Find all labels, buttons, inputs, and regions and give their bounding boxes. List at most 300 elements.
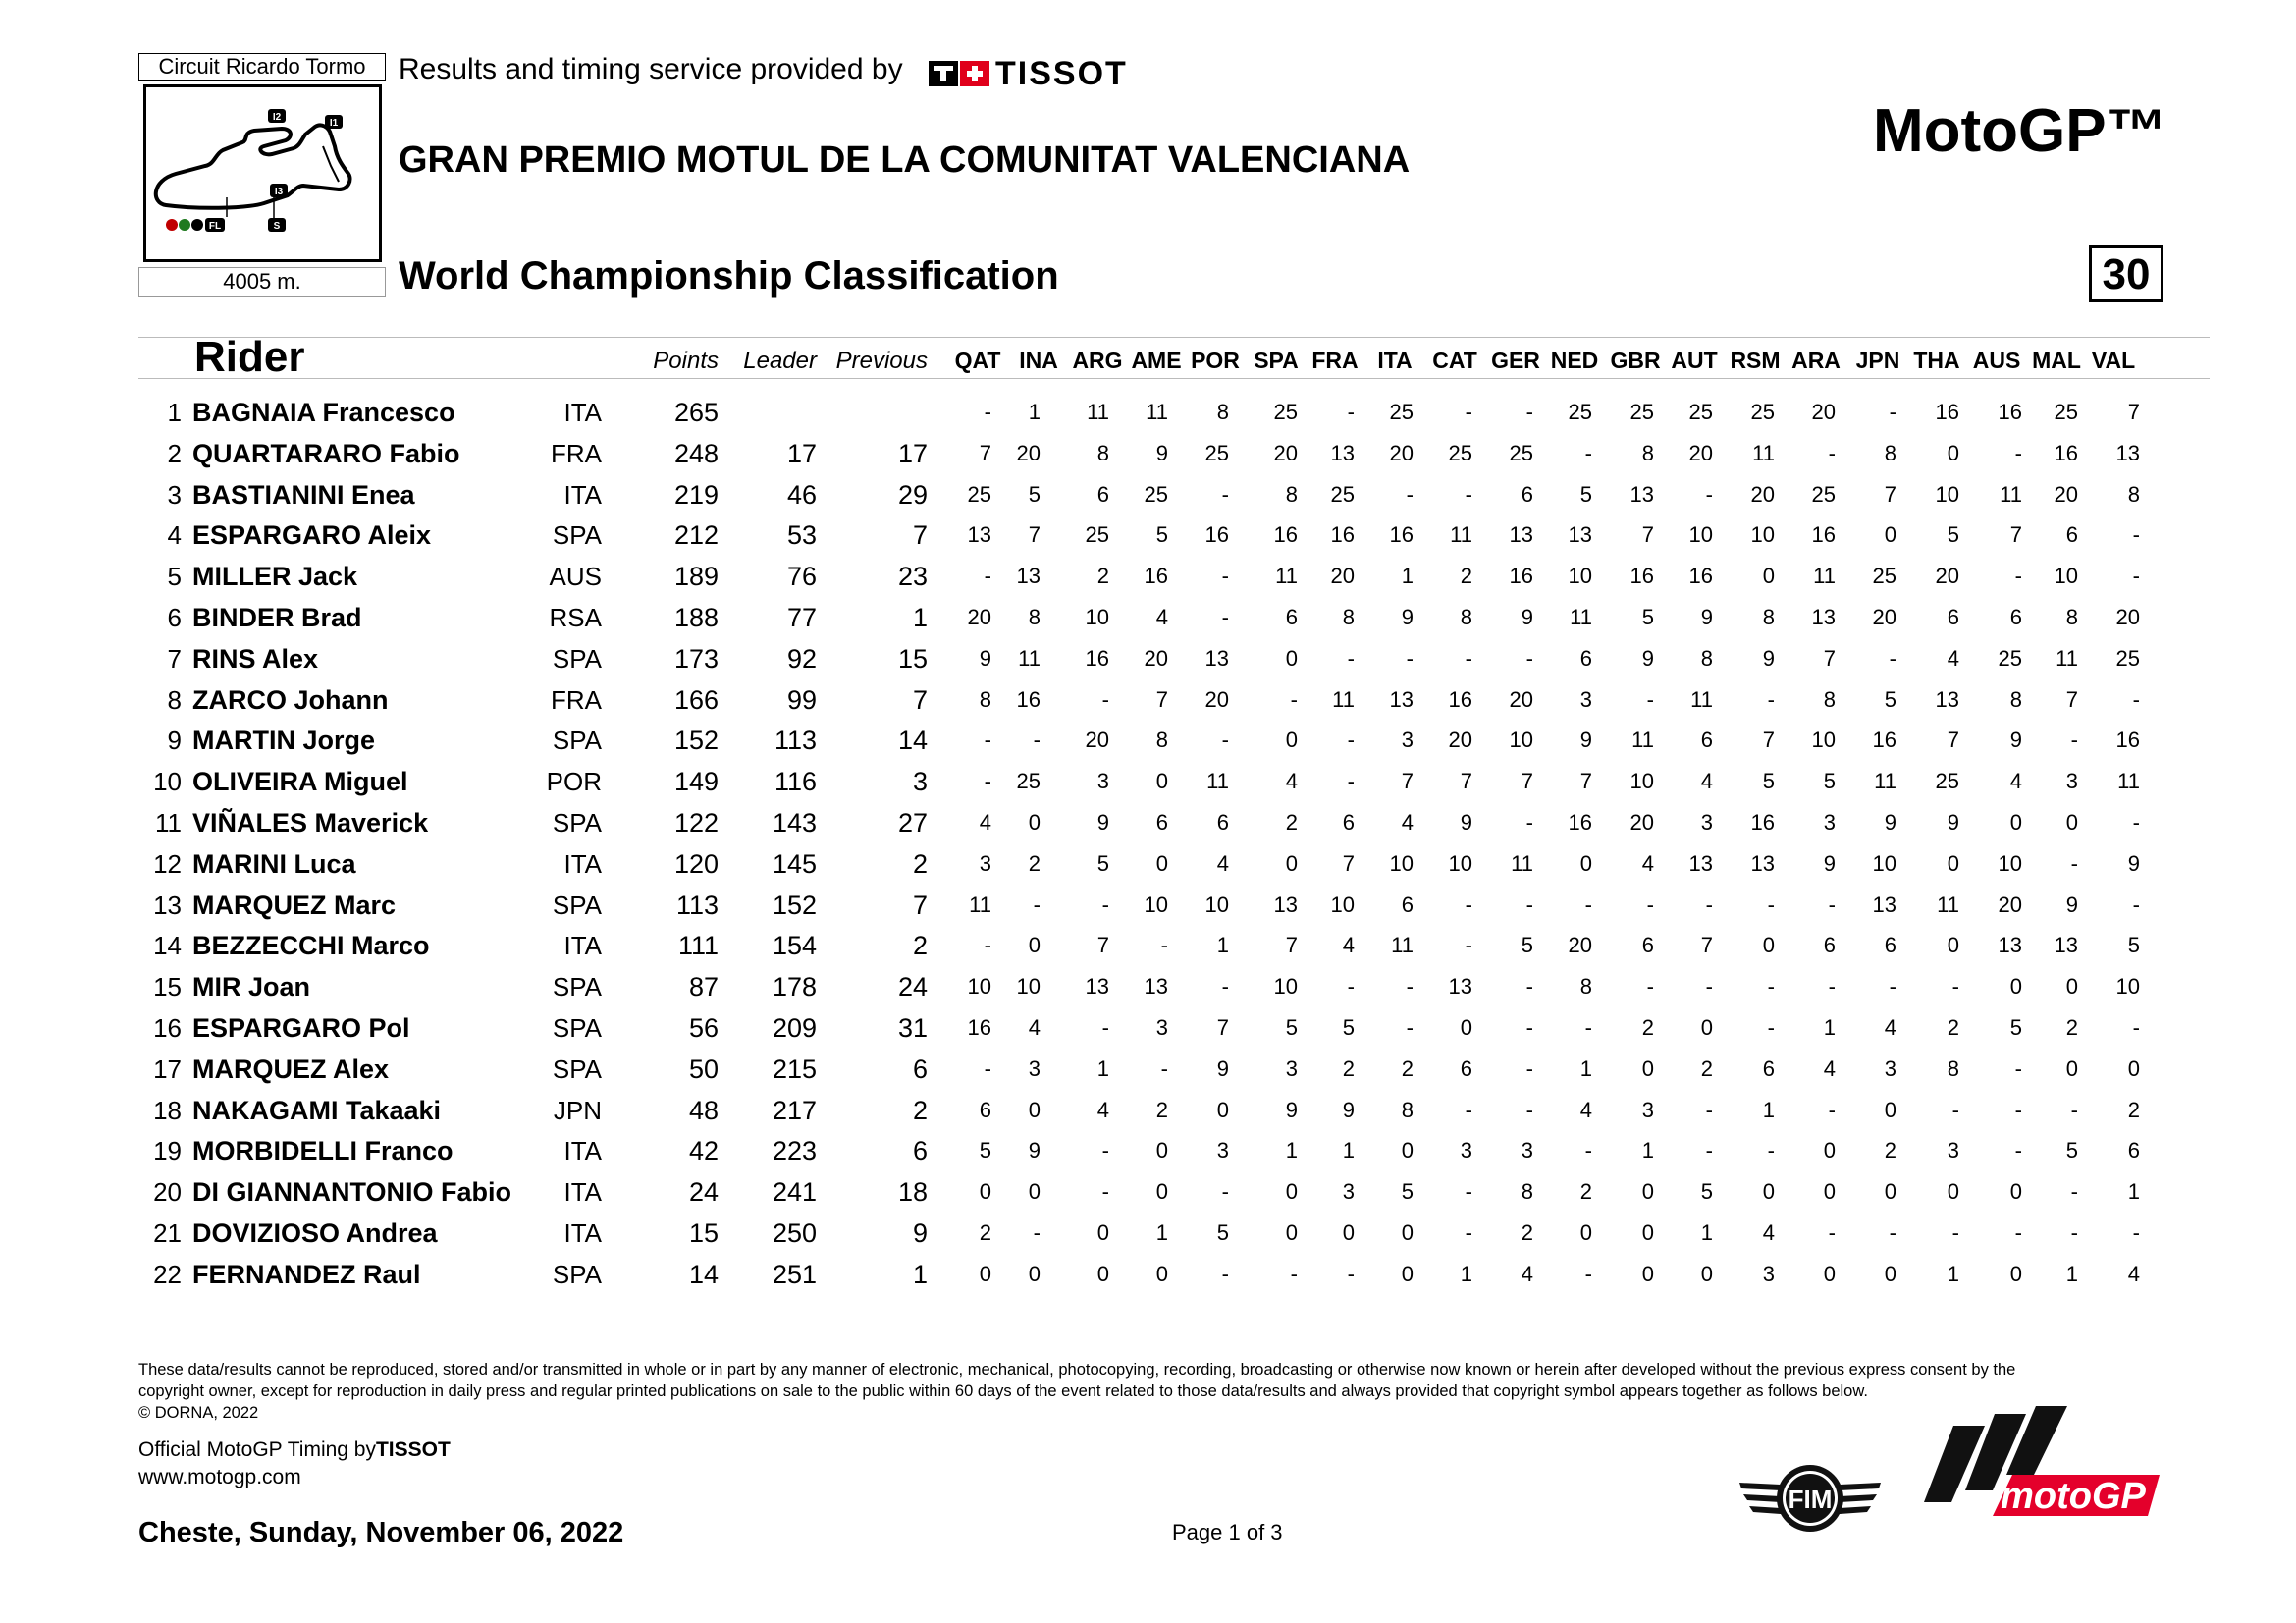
svg-text:FL: FL [208,221,222,232]
row-result-ina: 13 [1016,564,1041,589]
swiss-cross-icon [960,61,989,86]
row-rider-name: VIÑALES Maverick [192,808,429,838]
row-result-mal: 10 [2054,564,2078,589]
map-label-i1 [325,115,343,129]
row-result-qat: 10 [967,974,991,1000]
rider-column-header: Rider [194,333,305,381]
row-result-mal: 9 [2065,892,2078,917]
row-result-ina: 20 [1016,440,1041,465]
row-result-aus: 20 [1998,892,2022,917]
header-bottom-rule [138,378,2210,379]
row-result-tha: 7 [1947,728,1959,753]
row-result-ita: 4 [1401,810,1414,835]
row-position: 17 [153,1054,182,1084]
row-gap-to-previous: 23 [897,562,928,592]
row-result-fra: 0 [1342,1220,1355,1245]
row-result-por: 25 [1204,440,1229,465]
row-gap-to-leader: 251 [772,1259,817,1289]
row-result-mal: 7 [2065,686,2078,712]
race-header-gbr: GBR [1610,348,1661,373]
row-result-ger: - [1525,1055,1533,1081]
row-result-aus: 9 [2009,728,2022,753]
row-gap-to-leader: 113 [774,726,817,756]
row-result-rsm: 16 [1750,810,1775,835]
row-result-rsm: - [1767,1015,1775,1040]
row-result-rsm: - [1767,974,1775,1000]
row-result-cat: 13 [1448,974,1472,1000]
row-result-gbr: 0 [1641,1261,1654,1286]
row-result-ame: 1 [1155,1220,1168,1245]
row-position: 4 [167,520,182,551]
row-result-cat: 16 [1448,686,1472,712]
row-result-tha: - [1951,1097,1959,1122]
row-result-qat: - [984,564,991,589]
row-result-fra: 13 [1330,440,1355,465]
row-gap-to-leader: 143 [772,808,817,838]
row-gap-to-leader: 17 [786,438,817,468]
row-result-ger: - [1525,1097,1533,1122]
row-position: 20 [153,1177,182,1208]
row-result-aut: 16 [1688,564,1713,589]
row-result-gbr: 1 [1641,1138,1654,1163]
row-result-aus: 11 [2000,481,2022,507]
row-points: 149 [673,767,719,797]
row-result-por: - [1221,1261,1229,1286]
red-light-icon [166,219,178,231]
row-result-fra: 10 [1330,892,1355,917]
row-result-spa: - [1290,686,1298,712]
row-result-tha: 13 [1935,686,1959,712]
row-result-mal: 5 [2065,1138,2078,1163]
row-result-jpn: - [1889,645,1896,671]
row-result-gbr: 3 [1641,1097,1654,1122]
row-result-val: 16 [2115,728,2140,753]
row-result-arg: 9 [1096,810,1109,835]
row-result-rsm: 4 [1762,1220,1775,1245]
row-result-mal: 8 [2065,605,2078,629]
row-result-ita: - [1406,1015,1414,1040]
row-result-val: - [2132,564,2140,589]
row-result-jpn: 4 [1884,1015,1896,1040]
row-result-aus: 16 [1998,400,2022,424]
row-result-por: 16 [1204,522,1229,548]
row-result-fra: 2 [1342,1055,1355,1081]
row-nationality: ITA [563,848,602,879]
row-result-aus: 6 [2009,605,2022,629]
row-result-ger: 20 [1509,686,1533,712]
row-result-val: 2 [2127,1097,2140,1122]
circuit-name: Circuit Ricardo Tormo [138,53,386,81]
row-rider-name: MILLER Jack [192,562,358,592]
row-nationality: ITA [563,479,602,510]
row-result-spa: 16 [1273,522,1298,548]
row-nationality: ITA [563,931,602,961]
row-result-aut: - [1705,974,1713,1000]
row-result-por: 9 [1216,1055,1229,1081]
row-result-ina: - [1033,728,1041,753]
row-result-gbr: 0 [1641,1179,1654,1205]
official-timing [138,1436,451,1491]
row-result-arg: 3 [1096,769,1109,794]
row-gap-to-previous: 9 [912,1218,928,1248]
row-result-cat: - [1465,400,1472,424]
row-gap-to-leader: 250 [772,1218,817,1248]
map-label-fl [205,218,225,232]
row-result-gbr: 20 [1629,810,1654,835]
row-result-qat: 11 [969,892,991,917]
row-result-aut: - [1705,1097,1713,1122]
row-gap-to-previous: 6 [912,1136,928,1166]
row-result-spa: 10 [1273,974,1298,1000]
row-result-por: 20 [1204,686,1229,712]
row-result-gbr: - [1646,974,1654,1000]
row-result-ned: 7 [1579,769,1592,794]
row-points: 219 [673,479,719,510]
row-result-por: - [1221,605,1229,629]
row-result-ger: 5 [1521,933,1533,958]
row-result-jpn: 0 [1884,1261,1896,1286]
svg-text:FIM: FIM [1788,1485,1833,1514]
row-points: 87 [688,972,719,1002]
row-points: 265 [673,398,719,427]
row-result-mal: 0 [2065,810,2078,835]
row-result-fra: 11 [1332,686,1355,712]
row-result-jpn: 3 [1884,1055,1896,1081]
row-result-ita: 5 [1401,1179,1414,1205]
row-gap-to-leader: 53 [786,520,817,551]
row-result-arg: - [1101,686,1109,712]
row-nationality: POR [546,767,602,797]
race-header-ned: NED [1550,348,1599,373]
row-result-fra: 5 [1342,1015,1355,1040]
row-result-val: 7 [2127,400,2140,424]
row-result-arg: 0 [1096,1261,1109,1286]
row-result-spa: 25 [1273,400,1298,424]
row-result-gbr: 6 [1641,933,1654,958]
row-result-aut: 20 [1688,440,1713,465]
row-result-arg: - [1101,1015,1109,1040]
row-result-ned: - [1584,1138,1592,1163]
row-gap-to-leader: 152 [772,890,817,920]
row-result-aut: - [1705,892,1713,917]
row-result-jpn: 0 [1884,1179,1896,1205]
row-result-aut: 2 [1700,1055,1713,1081]
row-result-ame: 5 [1155,522,1168,548]
row-result-ara: 7 [1823,645,1836,671]
row-result-por: 13 [1204,645,1229,671]
row-result-tha: 20 [1935,564,1959,589]
row-result-tha: 1 [1947,1261,1959,1286]
row-result-gbr: 9 [1641,645,1654,671]
row-result-aus: 0 [2009,1179,2022,1205]
row-result-rsm: 9 [1762,645,1775,671]
row-result-spa: 8 [1285,481,1298,507]
row-result-mal: - [2070,1097,2078,1122]
footer-page-indicator: Page 1 of 3 [1172,1520,1283,1544]
row-result-gbr: 11 [1631,728,1654,753]
row-result-ger: - [1525,645,1533,671]
row-rider-name: DI GIANNANTONIO Fabio [192,1177,512,1208]
row-result-ara: 20 [1811,400,1836,424]
row-result-ame: 16 [1144,564,1168,589]
row-rider-name: MARQUEZ Marc [192,890,397,920]
row-result-qat: - [984,769,991,794]
row-gap-to-leader: 46 [786,479,817,510]
row-result-spa: 4 [1285,769,1298,794]
row-result-tha: 0 [1947,1179,1959,1205]
row-result-aus: 25 [1998,645,2022,671]
row-result-jpn: 0 [1884,1097,1896,1122]
row-result-ned: 0 [1579,1220,1592,1245]
row-position: 6 [167,603,182,632]
row-result-por: 6 [1216,810,1229,835]
row-result-ina: 25 [1016,769,1041,794]
timing-line [138,1436,451,1464]
row-result-qat: 4 [979,810,991,835]
row-result-ned: 9 [1579,728,1592,753]
row-result-ita: 0 [1401,1220,1414,1245]
row-result-gbr: 16 [1629,564,1654,589]
points-column-header: Points [653,348,719,374]
row-result-ina: 16 [1016,686,1041,712]
row-result-fra: 9 [1342,1097,1355,1122]
row-points: 42 [688,1136,719,1166]
row-result-qat: 8 [979,686,991,712]
row-result-arg: 7 [1096,933,1109,958]
row-result-rsm: 0 [1762,564,1775,589]
row-result-ame: 0 [1155,1261,1168,1286]
row-result-ina: 3 [1028,1055,1041,1081]
motogp-logo [1924,1406,2169,1534]
row-nationality: FRA [551,438,602,468]
row-result-aus: 4 [2009,769,2022,794]
row-result-val: - [2132,522,2140,548]
row-position: 2 [167,438,182,468]
row-result-ame: 9 [1155,440,1168,465]
row-position: 21 [153,1218,182,1248]
row-result-val: 5 [2127,933,2140,958]
row-result-aus: - [2014,1097,2022,1122]
row-result-qat: 0 [979,1261,991,1286]
row-result-ger: - [1525,810,1533,835]
row-position: 14 [153,931,182,961]
race-header-val: VAL [2091,348,2136,373]
row-result-fra: 4 [1342,933,1355,958]
row-result-ara: 0 [1823,1138,1836,1163]
row-result-por: - [1221,974,1229,1000]
row-result-gbr: 0 [1641,1220,1654,1245]
row-position: 19 [153,1136,182,1166]
svg-text:motoGP: motoGP [2001,1476,2146,1517]
row-result-ina: 9 [1028,1138,1041,1163]
row-result-qat: - [984,1055,991,1081]
row-result-aut: 7 [1700,933,1713,958]
race-header-cat: CAT [1432,348,1477,373]
row-result-aus: 10 [1998,850,2022,876]
row-result-cat: - [1465,481,1472,507]
row-result-val: - [2132,1015,2140,1040]
row-result-ara: 9 [1823,850,1836,876]
row-gap-to-leader: 178 [772,972,817,1002]
row-points: 120 [673,848,719,879]
row-result-arg: 13 [1085,974,1109,1000]
row-result-ita: 3 [1401,728,1414,753]
race-header-arg: ARG [1072,348,1123,373]
row-result-cat: - [1465,645,1472,671]
row-result-ned: - [1584,440,1592,465]
row-result-ara: 25 [1811,481,1836,507]
row-gap-to-previous: 7 [912,520,928,551]
row-result-ita: 1 [1401,564,1414,589]
row-result-aut: - [1705,481,1713,507]
row-result-jpn: 11 [1874,769,1896,794]
row-position: 7 [167,643,182,674]
row-result-cat: 6 [1460,1055,1472,1081]
row-result-ina: 2 [1028,850,1041,876]
row-result-fra: - [1347,1261,1355,1286]
row-result-fra: - [1347,769,1355,794]
row-result-aus: - [2014,1055,2022,1081]
row-rider-name: MARQUEZ Alex [192,1054,390,1084]
row-result-ara: 0 [1823,1179,1836,1205]
row-gap-to-leader: 145 [772,848,817,879]
row-result-val: 10 [2115,974,2140,1000]
row-result-aut: 4 [1700,769,1713,794]
row-result-ger: 16 [1509,564,1533,589]
row-nationality: SPA [552,1054,602,1084]
row-result-ned: 2 [1579,1179,1592,1205]
row-nationality: SPA [552,726,602,756]
row-result-fra: 1 [1342,1138,1355,1163]
row-result-aut: 3 [1700,810,1713,835]
row-result-ame: 0 [1155,1138,1168,1163]
row-result-fra: 16 [1330,522,1355,548]
race-header-jpn: JPN [1855,348,1900,373]
row-gap-to-previous: 2 [912,848,928,879]
row-result-ara: 8 [1823,686,1836,712]
row-result-ame: 7 [1155,686,1168,712]
row-gap-to-previous: 24 [897,972,928,1002]
row-result-aus: - [2014,564,2022,589]
row-gap-to-previous: 2 [912,1095,928,1125]
row-result-val: - [2132,1220,2140,1245]
row-result-ger: 8 [1521,1179,1533,1205]
circuit-map [143,84,382,262]
row-result-ame: 13 [1144,974,1168,1000]
previous-column-header: Previous [835,348,928,374]
row-points: 111 [677,931,719,961]
row-result-ame: 11 [1146,400,1168,424]
row-result-aus: 0 [2009,810,2022,835]
row-result-por: 1 [1216,933,1229,958]
svg-text:S: S [273,221,281,232]
row-result-tha: - [1951,1220,1959,1245]
row-result-arg: 0 [1096,1220,1109,1245]
row-result-spa: 0 [1285,728,1298,753]
row-result-cat: 9 [1460,810,1472,835]
row-result-ina: 10 [1016,974,1041,1000]
row-result-ita: 13 [1389,686,1414,712]
row-result-tha: 9 [1947,810,1959,835]
row-result-por: - [1221,564,1229,589]
row-result-ina: - [1033,1220,1041,1245]
row-result-aut: 8 [1700,645,1713,671]
map-label-s [268,218,286,232]
row-result-ina: 0 [1028,1261,1041,1286]
row-result-aus: 8 [2009,686,2022,712]
row-gap-to-leader: 99 [786,684,817,715]
row-result-qat: 6 [979,1097,991,1122]
row-result-qat: 5 [979,1138,991,1163]
row-result-fra: 8 [1342,605,1355,629]
row-result-cat: 2 [1460,564,1472,589]
row-result-aus: 7 [2009,522,2022,548]
race-header-aus: AUS [1972,348,2021,373]
row-result-mal: - [2070,1179,2078,1205]
row-result-ara: - [1828,892,1836,917]
row-result-arg: 1 [1096,1055,1109,1081]
row-rider-name: BASTIANINI Enea [192,479,415,510]
website-link[interactable]: www.motogp.com [138,1466,301,1488]
row-result-cat: 1 [1460,1261,1472,1286]
row-gap-to-previous: 29 [897,479,928,510]
row-result-ara: 10 [1811,728,1836,753]
row-rider-name: OLIVEIRA Miguel [192,767,408,797]
row-result-spa: 6 [1285,605,1298,629]
row-result-fra: 20 [1330,564,1355,589]
row-result-tha: 8 [1947,1055,1959,1081]
row-result-arg: 25 [1085,522,1109,548]
row-result-aut: 10 [1688,522,1713,548]
row-gap-to-leader: 92 [786,643,817,674]
row-result-qat: 3 [979,850,991,876]
row-result-ame: - [1160,1055,1168,1081]
row-result-ina: 7 [1028,522,1041,548]
row-result-val: 8 [2127,481,2140,507]
row-result-ame: 0 [1155,850,1168,876]
row-result-aut: 25 [1688,400,1713,424]
row-result-jpn: 13 [1872,892,1896,917]
row-result-gbr: 0 [1641,1055,1654,1081]
row-result-arg: 6 [1096,481,1109,507]
row-gap-to-previous: 14 [897,726,928,756]
row-result-ned: 25 [1568,400,1592,424]
row-result-fra: - [1347,645,1355,671]
row-result-jpn: 20 [1872,605,1896,629]
row-result-ned: 8 [1579,974,1592,1000]
row-result-ara: 4 [1823,1055,1836,1081]
row-result-val: - [2132,686,2140,712]
row-gap-to-leader: 77 [786,603,817,632]
row-result-ara: 0 [1823,1261,1836,1286]
row-result-spa: 11 [1275,564,1298,589]
row-points: 56 [688,1013,719,1043]
disclaimer-line-1: These data/results cannot be reproduced, stored and/or transmitted in whole or in part by any manner of electronic, mechanical, photocopying, recording, broadcasting or otherwise now known or herein after developed without the previous express consent by the [138,1361,2016,1379]
row-result-ara: 1 [1823,1015,1836,1040]
row-result-arg: 2 [1096,564,1109,589]
row-result-ned: 5 [1579,481,1592,507]
row-result-spa: 1 [1285,1138,1298,1163]
row-result-ned: 16 [1568,810,1592,835]
row-result-mal: 25 [2054,400,2078,424]
row-result-spa: 5 [1285,1015,1298,1040]
row-result-ita: 10 [1389,850,1414,876]
row-result-por: 4 [1216,850,1229,876]
row-result-ina: 0 [1028,810,1041,835]
timing-provider-text: Results and timing service provided by [399,53,903,85]
row-result-ita: 25 [1389,400,1414,424]
row-result-ina: - [1033,892,1041,917]
